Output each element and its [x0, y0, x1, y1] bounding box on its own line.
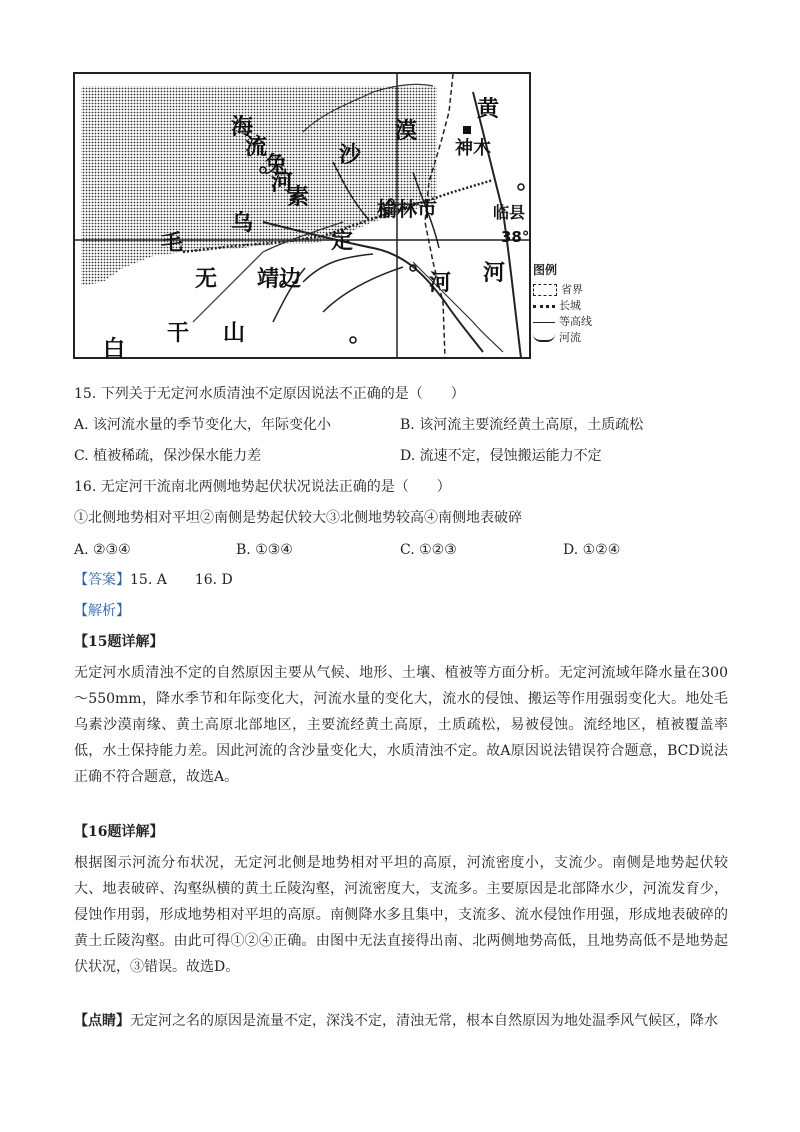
detail-16-title: 【16题详解】	[74, 824, 164, 840]
q16-stem: 16. 无定河干流南北两侧地势起伏状况说法正确的是（ ）	[74, 479, 451, 495]
label-tu: 兔	[265, 153, 288, 178]
map-svg	[73, 72, 531, 359]
label-mo: 漠	[395, 119, 418, 144]
tip-text: 无定河之名的原因是流量不定，深浅不定，清浊无常，根本自然原因为地处温季风气候区，降水	[130, 1013, 718, 1029]
label-jingbian: 靖边	[257, 267, 302, 292]
label-su: 素	[287, 185, 310, 210]
q16-option-c[interactable]: C. ①②③	[400, 542, 457, 558]
label-huang: 黄	[477, 97, 500, 122]
detail-15-text: 无定河水质清浊不定的自然原因主要从气候、地形、土壤、植被等方面分析。无定河流域年降水量在300～550mm，降水季节和年际变化大，河流水量的变化大，流水的侵蚀、搬运等作用强弱变化大。地处毛乌素沙漠南缘、黄土高原北部地区，主要流经黄土高原，土质疏松，易被侵蚀。流经地区，植被覆盖率低，水土保持能力差。因此河流的含沙量变化大，水质清浊不定。故A原因说法错误符合题意，BCD说法正确不符合题意，故选A。	[74, 665, 728, 785]
legend-item-border: 省界	[533, 282, 613, 298]
label-38: 38°	[501, 228, 530, 246]
topographic-map	[73, 72, 531, 359]
legend-title-text: 图例	[533, 263, 558, 277]
label-he3: 河	[483, 261, 506, 286]
label-wu: 乌	[231, 211, 254, 236]
legend-item-wall: 长城	[533, 298, 613, 314]
answer-label: 【答案】	[74, 572, 130, 588]
q15-option-d[interactable]: D. 流速不定，侵蚀搬运能力不定	[400, 448, 602, 464]
label-bai: 白	[103, 337, 126, 359]
province-border-icon	[533, 284, 557, 296]
label-sha: 沙	[339, 143, 362, 168]
q15-stem: 15. 下列关于无定河水质清浊不定原因说法不正确的是（ ）	[74, 386, 465, 402]
q15-option-b[interactable]: B. 该河流主要流经黄土高原，土质疏松	[400, 417, 644, 433]
label-gan: 干	[167, 321, 190, 346]
label-wu2: 无	[195, 267, 218, 292]
analysis-label: 【解析】	[74, 603, 130, 619]
label-ding: 定	[331, 229, 354, 254]
label-linxian: 临县	[493, 203, 526, 222]
contour-icon	[533, 322, 555, 323]
label-yulin: 榆林市	[377, 197, 437, 221]
great-wall-icon	[533, 305, 555, 308]
label-mao: 毛	[161, 231, 184, 256]
legend-item-contour: 等高线	[533, 314, 613, 330]
answer-text: 15. A 16. D	[130, 572, 233, 588]
detail-15-title: 【15题详解】	[74, 634, 164, 650]
label-liu: 流	[245, 135, 268, 160]
tip-label: 【点睛】	[74, 1013, 130, 1029]
label-hai: 海	[231, 115, 254, 140]
q15-option-c[interactable]: C. 植被稀疏，保沙保水能力差	[74, 448, 262, 464]
q16-statements: ①北侧地势相对平坦②南侧是势起伏较大③北侧地势较高④南侧地表破碎	[74, 510, 522, 526]
detail-16-text: 根据图示河流分布状况，无定河北侧是地势相对平坦的高原，河流密度小，支流少。南侧是地势起伏较大、地表破碎、沟壑纵横的黄土丘陵沟壑，河流密度大，支流多。主要原因是北部降水少，河流发育少，侵蚀作用弱，形成地势相对平坦的高原。南侧降水多且集中，支流多、流水侵蚀作用强，形成地表破碎的黄土丘陵沟壑。由此可得①②④正确。由图中无法直接得出南、北两侧地势高低，且地势高低不是地势起伏状况，③错误。故选D。	[74, 855, 728, 975]
q16-option-d[interactable]: D. ①②④	[563, 542, 621, 558]
label-shenmu: 神木	[455, 138, 491, 159]
tip-line	[74, 1008, 728, 1034]
label-he: 河	[271, 171, 294, 196]
legend-panel	[533, 262, 613, 346]
answer-line	[74, 570, 233, 590]
river-icon	[533, 334, 555, 342]
legend-item-river: 河流	[533, 330, 613, 346]
q16-option-a[interactable]: A. ②③④	[74, 542, 131, 558]
label-he2: 河	[429, 271, 452, 296]
shenmu-marker	[463, 126, 471, 134]
label-shan: 山	[223, 321, 246, 346]
q16-option-b[interactable]: B. ①③④	[236, 542, 293, 558]
q15-option-a[interactable]: A. 该河流水量的季节变化大，年际变化小	[74, 417, 332, 433]
